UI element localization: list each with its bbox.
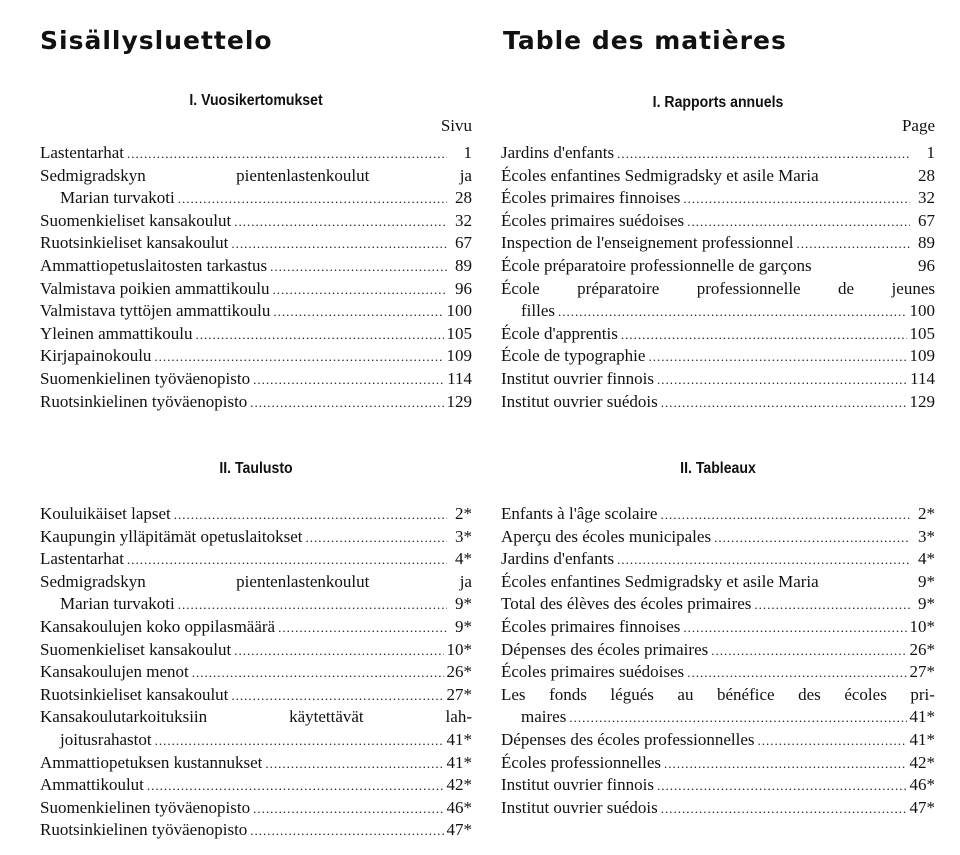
dot-leader <box>192 662 444 685</box>
dot-leader <box>714 527 910 550</box>
toc-entry <box>501 165 935 188</box>
toc-entry-page-number: 9* <box>918 571 935 591</box>
toc-entry-label: Kansakoulujen koko oppilasmäärä <box>40 616 276 636</box>
dot-leader <box>754 594 910 617</box>
toc-entry <box>40 548 472 571</box>
toc-entry-page-number: 2* <box>455 504 472 523</box>
toc-entry <box>40 187 472 210</box>
toc-entry-label: Ruotsinkielinen työväenopisto <box>40 391 248 411</box>
toc-entry <box>40 142 472 165</box>
section-heading-tables-fi: II. Taulusto <box>219 460 293 477</box>
toc-entry-page-number: 32 <box>455 210 472 230</box>
toc-entry <box>40 571 472 594</box>
toc-entry-page-number: 41* <box>446 729 472 749</box>
toc-entry-label: Kansakoulujen menot <box>40 662 189 682</box>
dot-leader <box>147 775 444 798</box>
toc-entry-label: Kirjapainokoulu <box>40 346 152 366</box>
toc-entry-page-number: 9* <box>455 616 472 636</box>
toc-entry-page-number: 9* <box>455 594 472 614</box>
toc-entry-label: filles <box>521 301 555 321</box>
toc-entry-page-number: 114 <box>447 368 472 388</box>
dot-leader <box>657 775 907 798</box>
toc-entry-page-number: 41* <box>909 729 935 749</box>
dot-leader <box>617 549 910 572</box>
dot-leader <box>196 324 444 347</box>
toc-entry-page-number: 67 <box>455 233 472 253</box>
toc-entry-label: Ruotsinkieliset kansakoulut <box>40 233 229 253</box>
toc-entry-page-number: 105 <box>909 323 935 343</box>
toc-entry-label: Institut ouvrier finnois <box>501 775 654 795</box>
toc-entry <box>501 797 935 820</box>
toc-entry <box>501 391 935 414</box>
toc-entry-word: au <box>677 684 694 704</box>
toc-entry <box>40 616 472 639</box>
toc-entry <box>501 142 935 165</box>
dot-leader <box>683 617 906 640</box>
toc-entry-page-number: 42* <box>446 775 472 795</box>
dot-leader <box>265 753 443 776</box>
dot-leader <box>683 188 910 211</box>
toc-entry-page-number: 42* <box>909 752 935 772</box>
section-heading-annual-reports-fr: I. Rapports annuels <box>652 94 784 111</box>
toc-entry <box>40 752 472 775</box>
toc-entry-label: Valmistava tyttöjen ammattikoulu <box>40 301 271 321</box>
toc-entry-label: Écoles professionnelles <box>501 752 662 772</box>
toc-entry-label: Écoles enfantines Sedmigradsky et asile Maria <box>501 165 819 185</box>
toc-entry <box>40 593 472 616</box>
toc-entry <box>501 526 935 549</box>
toc-entry-label: Ammattiopetuslaitosten tarkastus <box>40 255 268 275</box>
section-heading-tables-fr: II. Tableaux <box>680 460 756 477</box>
toc-entry-page-number: 27* <box>446 684 472 704</box>
toc-entry-word: École <box>501 278 540 298</box>
dot-leader <box>154 346 443 369</box>
toc-entry-page-number: 4* <box>918 549 935 569</box>
dot-leader <box>648 346 906 369</box>
dot-leader <box>250 820 443 843</box>
toc-entry-word: Sedmigradskyn <box>40 571 146 591</box>
dot-leader <box>253 369 444 392</box>
toc-entry-page-number: 3* <box>455 526 472 546</box>
toc-entry <box>40 819 472 842</box>
toc-entry-word: professionnelle <box>696 278 801 298</box>
dot-leader <box>657 369 907 392</box>
toc-entry-page-number: 67 <box>918 210 935 230</box>
toc-entry-page-number: 1 <box>926 143 935 162</box>
toc-entry-page-number: 96 <box>455 278 472 298</box>
toc-entry-label: Écoles primaires suédoises <box>501 662 685 682</box>
toc-list-annual-reports-fi <box>40 142 472 413</box>
toc-entry-label: Écoles enfantines Sedmigradsky et asile Maria <box>501 571 819 591</box>
toc-entry-label: Institut ouvrier suédois <box>501 797 658 817</box>
toc-entry <box>40 661 472 684</box>
toc-list-tables-fr <box>501 503 935 819</box>
toc-entry-page-number: 100 <box>446 301 472 321</box>
toc-entry-label: Dépenses des écoles primaires <box>501 639 709 659</box>
toc-entry <box>501 323 935 346</box>
toc-list-annual-reports-fr <box>501 142 935 413</box>
toc-entry <box>501 616 935 639</box>
toc-entry-label: Ammattikoulut <box>40 775 144 795</box>
toc-entry-label: Total des élèves des écoles primaires <box>501 594 752 614</box>
toc-entry <box>40 255 472 278</box>
toc-entry <box>501 571 935 594</box>
toc-entry-label: Aperçu des écoles municipales <box>501 526 712 546</box>
dot-leader <box>174 504 447 527</box>
toc-entry <box>501 345 935 368</box>
dot-leader <box>660 504 910 527</box>
toc-entry-page-number: 2* <box>918 504 935 523</box>
toc-entry-page-number: 9* <box>918 594 935 614</box>
toc-entry-page-number: 10* <box>446 639 472 659</box>
toc-entry-page-number: 100 <box>909 301 935 321</box>
toc-entry-label: École préparatoire professionnelle de garçons <box>501 255 812 275</box>
toc-entry-word: Sedmigradskyn <box>40 165 146 185</box>
toc-entry <box>40 345 472 368</box>
toc-entry <box>501 752 935 775</box>
toc-entry <box>501 729 935 752</box>
toc-entry-page-number: 109 <box>446 346 472 366</box>
dot-leader <box>758 730 907 753</box>
toc-entry-word: écoles <box>844 684 887 704</box>
toc-entry <box>40 278 472 301</box>
dot-leader <box>687 211 910 234</box>
dot-leader <box>270 256 447 279</box>
toc-entry-word: fonds <box>549 684 587 704</box>
dot-leader <box>621 324 907 347</box>
toc-entry <box>501 278 935 301</box>
toc-entry <box>40 684 472 707</box>
toc-entry <box>501 232 935 255</box>
toc-entry <box>40 639 472 662</box>
toc-list-tables-fi <box>40 503 472 842</box>
toc-entry-word: lah- <box>445 707 472 727</box>
toc-entry <box>501 255 935 278</box>
toc-entry-label: École de typographie <box>501 346 646 366</box>
toc-entry-word: légués <box>610 684 654 704</box>
dot-leader <box>234 211 447 234</box>
toc-entry-page-number: 129 <box>909 391 935 411</box>
toc-entry-page-number: 46* <box>446 797 472 817</box>
toc-entry <box>501 661 935 684</box>
toc-entry-label: Lastentarhat <box>40 549 125 569</box>
toc-entry-label: École d'apprentis <box>501 323 618 343</box>
dot-leader <box>661 392 907 415</box>
dot-leader <box>253 798 443 821</box>
dot-leader <box>127 143 447 166</box>
toc-entry-page-number: 114 <box>910 368 935 388</box>
toc-entry-label: Ruotsinkieliset kansakoulut <box>40 684 229 704</box>
toc-entry-page-number: 129 <box>446 391 472 411</box>
toc-entry-word: préparatoire <box>577 278 660 298</box>
dot-leader <box>250 392 443 415</box>
toc-entry <box>501 368 935 391</box>
toc-entry <box>501 210 935 233</box>
toc-entry-page-number: 47* <box>446 820 472 840</box>
dot-leader <box>711 640 906 663</box>
toc-entry-page-number: 1 <box>463 143 472 162</box>
toc-entry-page-number: 96 <box>918 255 935 275</box>
toc-entry-label: Jardins d'enfants <box>501 143 615 162</box>
toc-entry <box>40 323 472 346</box>
toc-entry-page-number: 26* <box>909 639 935 659</box>
dot-leader <box>155 730 444 753</box>
toc-entry <box>40 300 472 323</box>
toc-entry-label: Inspection de l'enseignement professionnel <box>501 233 794 253</box>
dot-leader <box>617 143 910 166</box>
toc-entry-label: Écoles primaires suédoises <box>501 210 685 230</box>
dot-leader <box>306 527 447 550</box>
toc-entry-label: Ammattiopetuksen kustannukset <box>40 752 263 772</box>
toc-entry-label: Écoles primaires finnoises <box>501 188 681 208</box>
toc-entry-label: Institut ouvrier suédois <box>501 391 658 411</box>
toc-entry-page-number: 27* <box>909 662 935 682</box>
dot-leader <box>661 798 907 821</box>
toc-entry-word: pientenlastenkoulut <box>236 571 370 591</box>
toc-entry-label: Dépenses des écoles professionnelles <box>501 729 755 749</box>
dot-leader <box>234 640 443 663</box>
section-heading-annual-reports-fi: I. Vuosikertomukset <box>189 92 323 109</box>
toc-entry-label: Suomenkielinen työväenopisto <box>40 368 251 388</box>
toc-entry-word: Kansakoulutarkoituksiin <box>40 707 208 727</box>
dot-leader <box>272 279 447 302</box>
toc-entry-page-number: 3* <box>918 526 935 546</box>
toc-entry-word: pri- <box>910 684 935 704</box>
page-title-finnish: Sisällysluettelo <box>40 26 273 55</box>
toc-entry <box>40 729 472 752</box>
toc-entry-label: Marian turvakoti <box>60 594 175 614</box>
toc-entry <box>40 165 472 188</box>
toc-entry-word: ja <box>459 571 472 591</box>
dot-leader <box>127 549 447 572</box>
toc-entry-label: Institut ouvrier finnois <box>501 368 654 388</box>
toc-entry <box>40 797 472 820</box>
dot-leader <box>687 662 906 685</box>
dot-leader <box>558 301 907 324</box>
toc-entry <box>40 526 472 549</box>
toc-entry-label: Suomenkieliset kansakoulut <box>40 210 232 230</box>
toc-entry-label: Lastentarhat <box>40 143 125 162</box>
toc-entry-word: de <box>838 278 855 298</box>
toc-entry <box>501 548 935 571</box>
toc-entry-page-number: 109 <box>909 346 935 366</box>
toc-entry-page-number: 26* <box>446 662 472 682</box>
toc-entry <box>40 232 472 255</box>
dot-leader <box>796 233 910 256</box>
toc-entry-page-number: 28 <box>455 188 472 208</box>
page-column-header-fr: Page <box>901 116 935 135</box>
toc-entry-word: des <box>798 684 821 704</box>
dot-leader <box>278 617 447 640</box>
toc-entry <box>501 639 935 662</box>
toc-entry-label: Yleinen ammattikoulu <box>40 323 193 343</box>
toc-entry <box>501 593 935 616</box>
dot-leader <box>664 753 906 776</box>
toc-entry-label: Jardins d'enfants <box>501 549 615 569</box>
toc-entry-page-number: 105 <box>446 323 472 343</box>
toc-entry-page-number: 89 <box>918 233 935 253</box>
toc-entry <box>501 706 935 729</box>
toc-entry-page-number: 41* <box>909 707 935 727</box>
dot-leader <box>231 233 447 256</box>
toc-entry <box>40 210 472 233</box>
toc-entry <box>501 187 935 210</box>
toc-entry-page-number: 47* <box>909 797 935 817</box>
toc-entry-label: maires <box>521 707 567 727</box>
toc-entry-word: ja <box>459 165 472 185</box>
toc-entry-word: pientenlastenkoulut <box>236 165 370 185</box>
toc-entry-label: Suomenkieliset kansakoulut <box>40 639 232 659</box>
toc-entry <box>501 300 935 323</box>
toc-entry-label: Enfants à l'âge scolaire <box>501 504 658 523</box>
toc-entry-word: käytettävät <box>289 707 364 727</box>
toc-entry-page-number: 32 <box>918 188 935 208</box>
toc-entry-page-number: 41* <box>446 752 472 772</box>
toc-entry <box>40 706 472 729</box>
toc-entry-label: Kouluikäiset lapset <box>40 504 171 523</box>
toc-entry <box>501 503 935 526</box>
dot-leader <box>178 594 447 617</box>
toc-entry <box>40 503 472 526</box>
toc-entry-label: joitusrahastot <box>60 729 152 749</box>
toc-entry-page-number: 10* <box>909 616 935 636</box>
toc-entry-word: jeunes <box>891 278 935 298</box>
dot-leader <box>178 188 447 211</box>
toc-entry-page-number: 28 <box>918 165 935 185</box>
toc-entry-page-number: 4* <box>455 549 472 569</box>
toc-entry-label: Suomenkielinen työväenopisto <box>40 797 251 817</box>
toc-entry <box>40 368 472 391</box>
dot-leader <box>231 685 443 708</box>
toc-entry-label: Ruotsinkielinen työväenopisto <box>40 820 248 840</box>
toc-entry <box>501 684 935 707</box>
toc-entry-word: bénéfice <box>717 684 775 704</box>
toc-entry <box>501 774 935 797</box>
toc-entry <box>40 774 472 797</box>
toc-entry-label: Écoles primaires finnoises <box>501 616 681 636</box>
toc-entry-label: Valmistava poikien ammattikoulu <box>40 278 270 298</box>
toc-entry-page-number: 89 <box>455 255 472 275</box>
dot-leader <box>273 301 443 324</box>
toc-entry-label: Marian turvakoti <box>60 188 175 208</box>
toc-entry-word: Les <box>501 684 526 704</box>
toc-entry-page-number: 46* <box>909 775 935 795</box>
toc-entry <box>40 391 472 414</box>
page-title-french: Table des matières <box>503 26 787 55</box>
dot-leader <box>569 707 906 730</box>
toc-entry-label: Kaupungin ylläpitämät opetuslaitokset <box>40 526 303 546</box>
page-column-header-fi: Sivu <box>440 116 472 135</box>
